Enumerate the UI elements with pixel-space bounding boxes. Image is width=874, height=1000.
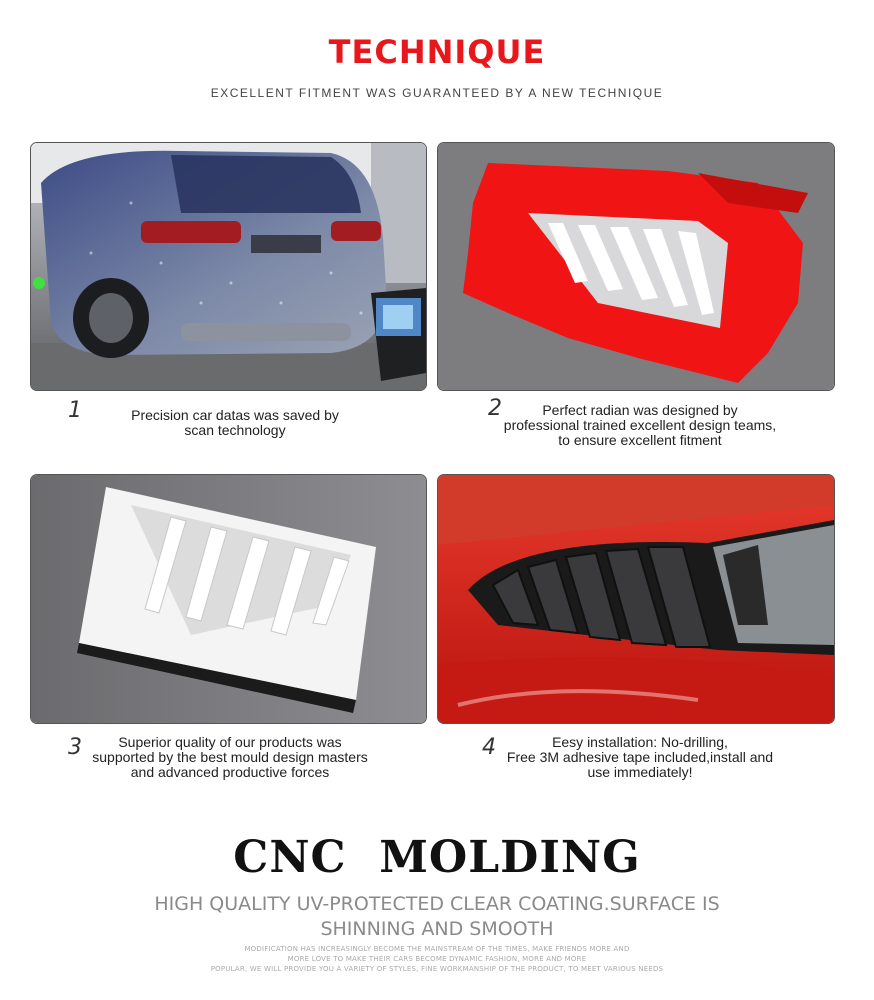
scan-photo [30,142,427,391]
technique-title: TECHNIQUE [328,33,546,71]
step-4-line-1: Eesy installation: No-drilling, [552,734,728,750]
cnc-tagline-line-1: HIGH QUALITY UV-PROTECTED CLEAR COATING.SURFACE IS [154,893,720,915]
step-1-caption [110,408,360,438]
cnc-tagline [0,892,874,942]
step-3-number: 3 [68,735,82,760]
step-4-number: 4 [482,735,496,760]
step-3-line-1: Superior quality of our products was [118,734,342,750]
step-3-line-3: and advanced productive forces [130,764,330,780]
mould-render [30,474,427,724]
step-2-number: 2 [488,396,502,421]
cnc-fine-print [187,944,687,974]
fine-print-line-2: MORE LOVE TO MAKE THEIR CARS BECOME DYNAMIC FASHION, MORE AND MORE [287,955,587,963]
step-1-number: 1 [68,398,82,423]
cnc-title: CNC MOLDING [233,832,641,883]
fine-print-line-1: MODIFICATION HAS INCREASINGLY BECOME THE MAINSTREAM OF THE TIMES, MAKE FRIENDS MORE AND [244,945,630,953]
installed-photo [437,474,835,724]
step-4-caption [495,735,785,780]
step-1-line-1: Precision car datas was saved by [131,407,339,423]
step-4-line-3: use immediately! [587,764,693,780]
fine-print-line-3: POPULAR, WE WILL PROVIDE YOU A VARIETY OF STYLES, FINE WORKMANSHIP OF THE PRODUCT, TO MEET VARIOUS NEEDS [210,965,664,973]
step-2-line-3: to ensure excellent fitment [558,432,722,448]
step-1-line-2: scan technology [184,422,286,438]
scan-render [437,142,835,391]
step-2-line-1: Perfect radian was designed by [542,402,738,418]
step-4-line-2: Free 3M adhesive tape included,install and [506,749,774,765]
step-2-line-2: professional trained excellent design teams, [503,417,777,433]
technique-subtitle: EXCELLENT FITMENT WAS GUARANTEED BY A NEW TECHNIQUE [210,86,664,100]
step-2-caption [490,403,790,448]
step-3-caption [85,735,375,780]
cnc-tagline-line-2: SHINNING AND SMOOTH [320,918,554,940]
step-3-line-2: supported by the best mould design masters [92,749,368,765]
